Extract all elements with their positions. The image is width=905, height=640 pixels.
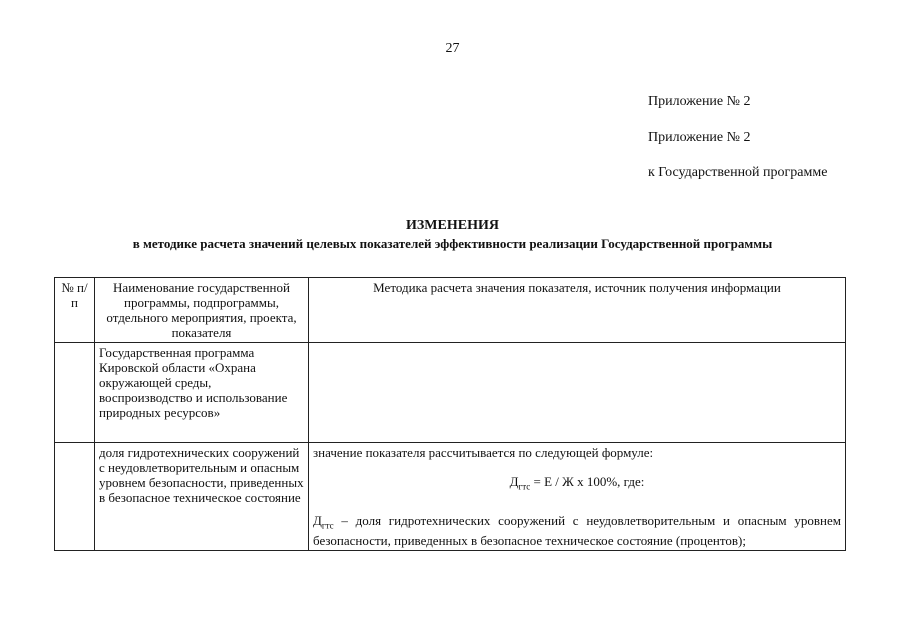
row-name: доля гидротехнических сооружений с неудовлетворительным и опасным уровнем безопасности, приведенных в безопасное техническое состояние [95,443,309,551]
page-number: 27 [445,41,460,56]
header-number: № п/п [55,278,95,343]
table-row [55,343,846,443]
methodology-table [54,277,846,551]
appendix-line-1: Приложение № 2 [648,94,751,109]
table-row [55,443,846,551]
formula-definition [313,513,841,549]
header-name: Наименование государственной программы, подпрограммы, отдельного мероприятия, проекта, показателя [95,278,309,343]
header-method: Методика расчета значения показателя, источник получения информации [309,278,846,343]
formula [313,460,841,513]
definition-symbol: Д [313,512,322,528]
row-name: Государственная программа Кировской области «Охрана окружающей среды, воспроизводство и использование природных ресурсов» [95,343,309,443]
row-method [309,343,846,443]
appendix-line-3: к Государственной программе [648,165,828,180]
appendix-line-2: Приложение № 2 [648,130,751,145]
formula-expression: = Е / Ж х 100%, где: [530,474,645,489]
row-method [309,443,846,551]
row-number [55,343,95,443]
definition-subscript: гтс [321,520,334,531]
document-title: ИЗМЕНЕНИЯ [406,218,499,233]
method-intro: значение показателя рассчитывается по следующей формуле: [313,445,654,460]
definition-text: – доля гидротехнических сооружений с неудовлетворительным и опасным уровнем безопасности, приведенных в безопасное техническое состояние (процентов); [313,512,841,549]
table-header-row [55,278,846,343]
formula-symbol: Д [509,474,519,489]
formula-subscript: гтс [518,481,531,492]
document-subtitle: в методике расчета значений целевых показателей эффективности реализации Государственной программы [132,236,773,251]
row-number [55,443,95,551]
